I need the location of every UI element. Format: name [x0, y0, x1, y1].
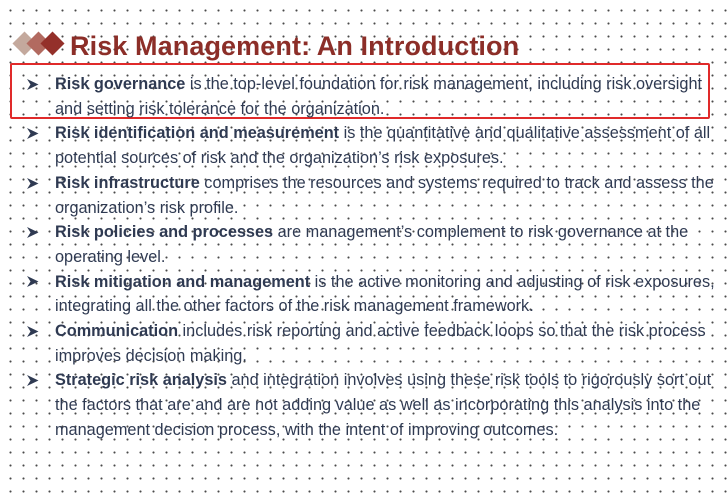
bullet-risk-mitigation: [26, 270, 720, 319]
slide-title: Risk Management: An Introduction: [70, 30, 520, 61]
bullet-term: Risk mitigation and management: [55, 272, 311, 291]
bullet-text: comprises the resources and systems required to track and assess the organization’s risk profile.: [55, 173, 714, 217]
bullet-text: is the active monitoring and adjusting of risk exposures, integrating all the other factors of the risk management framework.: [55, 272, 715, 316]
bullet-term: Risk infrastructure: [55, 173, 200, 192]
bullet-text: includes risk reporting and active feedback loops so that the risk process improves decision making.: [55, 322, 706, 365]
arrow-bullet-icon: [26, 171, 42, 196]
bullet-list: [26, 72, 720, 443]
arrow-bullet-icon: [26, 72, 42, 97]
bullet-term: Risk policies and processes: [55, 223, 274, 242]
top-edge: [250, 0, 728, 6]
bullet-term: Risk governance: [55, 75, 186, 93]
arrow-bullet-icon: [26, 220, 42, 245]
arrow-bullet-icon: [26, 319, 42, 344]
arrow-bullet-icon: [26, 368, 42, 393]
bullet-risk-infrastructure: [26, 171, 720, 220]
bullet-communication: [26, 319, 720, 368]
bullet-text: and integration involves using these risk tools to rigorously sort out the factors that are and are not adding value as well as incorporating this analysis into the management decision process, with the intent of improving outcomes.: [55, 371, 712, 439]
bullet-term: Strategic risk analysis: [55, 371, 227, 390]
diamond-cluster-icon: [10, 28, 70, 64]
bullet-strategic-risk-analysis: [26, 368, 720, 442]
title-row: [10, 28, 519, 64]
bullet-term: Risk identification and measurement: [55, 124, 340, 143]
arrow-bullet-icon: [26, 121, 42, 146]
bullet-term: Communication: [55, 322, 179, 341]
bullet-risk-governance: [26, 72, 720, 121]
bullet-text: is the top-level foundation for risk management, including risk oversight and setting risk tolerance for the organization.: [55, 75, 703, 118]
bullet-risk-identification: [26, 121, 720, 170]
arrow-bullet-icon: [26, 270, 42, 295]
bullet-risk-policies: [26, 220, 720, 269]
bullet-text: are management’s complement to risk governance at the operating level.: [55, 223, 689, 266]
diamond-dark-icon: [40, 31, 64, 55]
bullet-text: is the quantitative and qualitative assessment of all potential sources of risk and the organization’s risk exposures.: [55, 124, 711, 168]
